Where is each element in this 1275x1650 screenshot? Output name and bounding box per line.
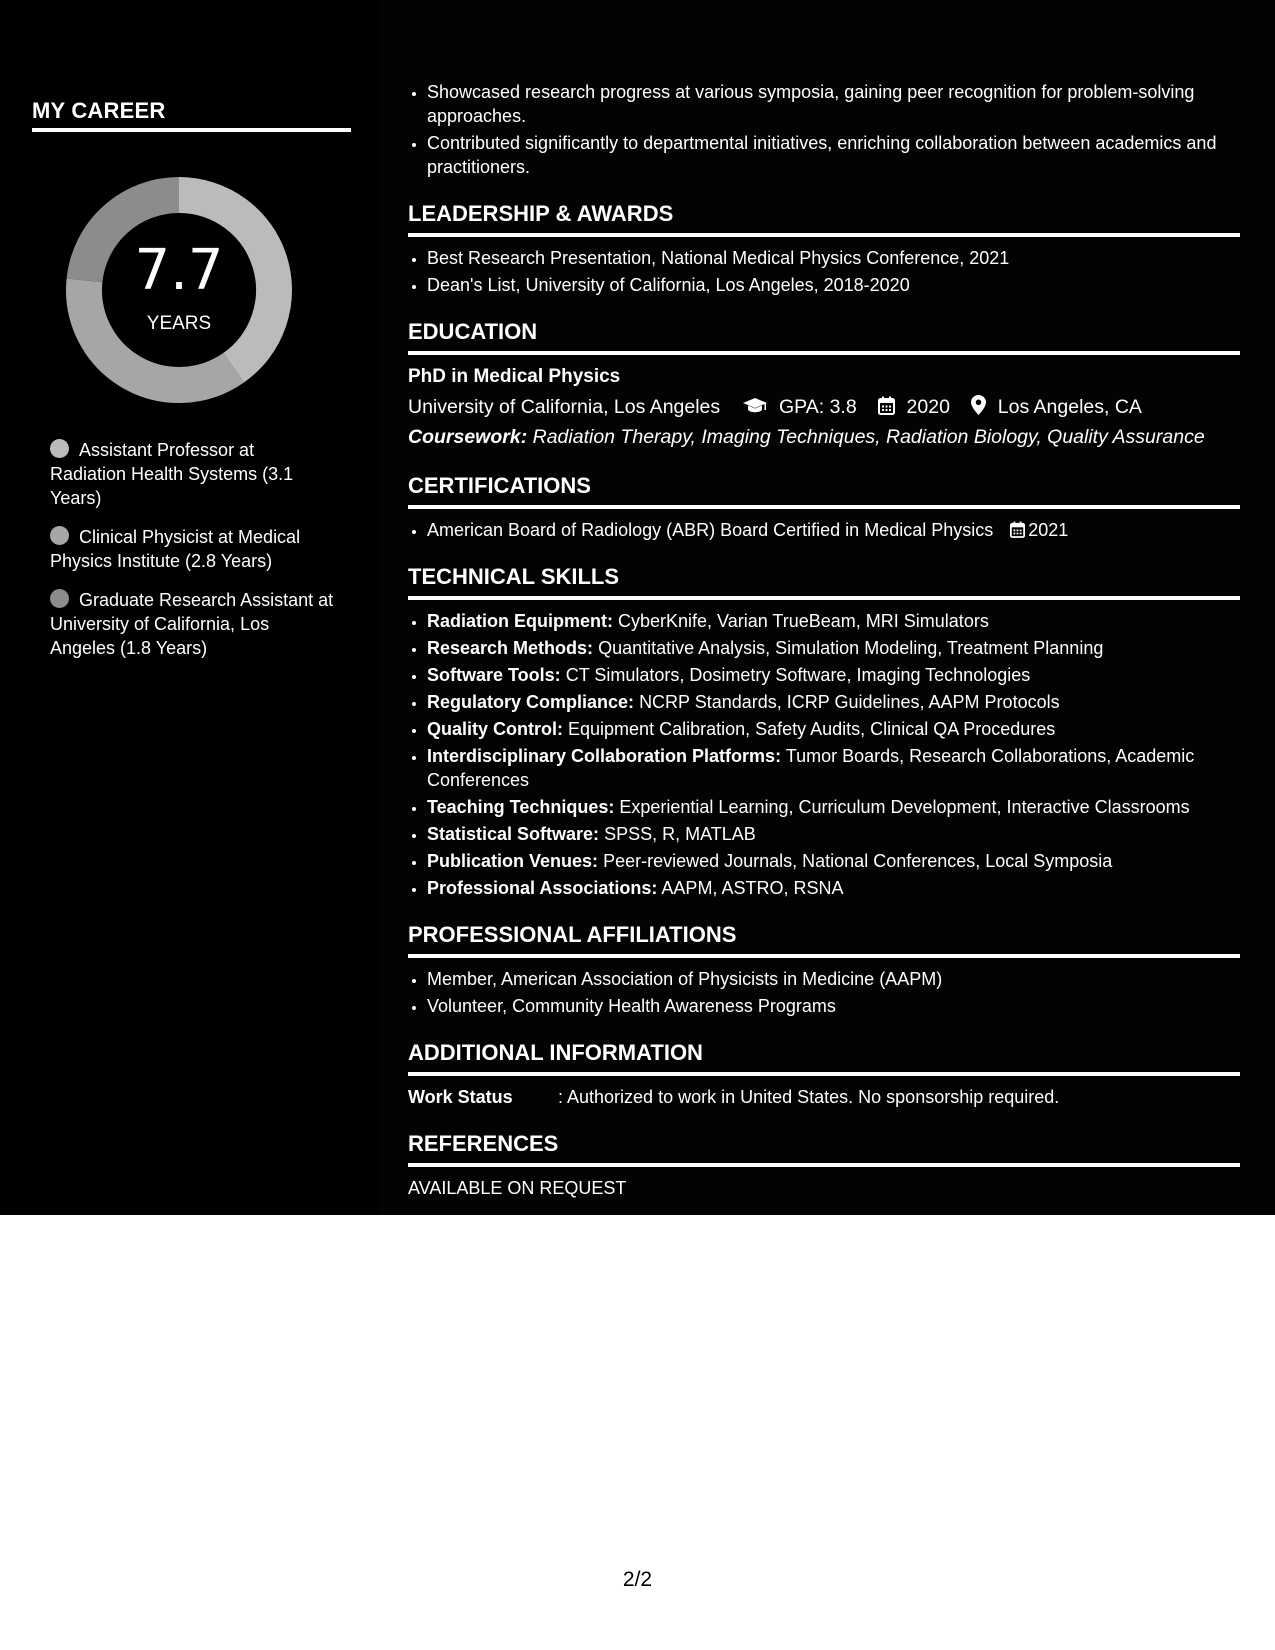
experience-bullets (408, 80, 1240, 179)
coursework-value: Radiation Therapy, Imaging Techniques, Radiation Biology, Quality Assurance (532, 426, 1205, 448)
education-degree: PhD in Medical Physics (408, 366, 621, 387)
skill-value: AAPM, ASTRO, RSNA (661, 878, 844, 898)
skill-label: Interdisciplinary Collaboration Platforms: (427, 746, 782, 766)
affiliation-item: • Member, American Association of Physicists in Medicine (AAPM) (427, 967, 1240, 991)
skill-label: Quality Control: (427, 719, 563, 739)
skill-value: NCRP Standards, ICRP Guidelines, AAPM Protocols (639, 692, 1060, 712)
certification-name: American Board of Radiology (ABR) Board Certified in Medical Physics (427, 520, 994, 540)
section-rule (408, 351, 1240, 355)
education-title: EDUCATION (408, 319, 538, 344)
skill-item (427, 744, 1240, 792)
career-item-text: Graduate Research Assistant at University of California, Los Angeles (1.8 Years) (50, 590, 334, 658)
career-list (50, 438, 335, 675)
skill-item (427, 609, 1240, 633)
education-location: Los Angeles, CA (997, 396, 1142, 418)
skill-item (427, 663, 1240, 687)
affiliations-title: PROFESSIONAL AFFILIATIONS (408, 922, 737, 947)
graduation-cap-icon (742, 397, 768, 415)
donut-center (64, 175, 294, 405)
skill-label: Regulatory Compliance: (427, 692, 635, 712)
skill-item (427, 636, 1240, 660)
section-rule (408, 596, 1240, 600)
calendar-icon (1010, 521, 1025, 538)
certification-item (427, 518, 1240, 542)
certifications-list (408, 518, 1240, 542)
coursework-label: Coursework: (408, 426, 528, 448)
work-status-value: : Authorized to work in United States. No sponsorship required. (558, 1087, 1060, 1107)
skill-value: CT Simulators, Dosimetry Software, Imaging Technologies (565, 665, 1031, 685)
skill-item (427, 822, 1240, 846)
career-item-text: Assistant Professor at Radiation Health Systems (3.1 Years) (50, 440, 294, 508)
education-gpa: GPA: 3.8 (779, 396, 857, 418)
references-text: AVAILABLE ON REQUEST (408, 1178, 627, 1198)
leadership-item: • Best Research Presentation, National Medical Physics Conference, 2021 (427, 246, 1240, 270)
affiliations-list (408, 967, 1240, 1018)
calendar-icon (878, 396, 895, 415)
skill-label: Research Methods: (427, 638, 594, 658)
skill-value: CyberKnife, Varian TrueBeam, MRI Simulators (618, 611, 989, 631)
page-number: 2/2 (622, 1568, 653, 1591)
skill-item (427, 795, 1240, 819)
section-rule (408, 233, 1240, 237)
career-title-rule (32, 128, 351, 132)
career-legend-dot (50, 439, 69, 458)
work-status-label: Work Status (408, 1087, 513, 1107)
education-details (408, 393, 1240, 421)
references-title: REFERENCES (408, 1131, 559, 1156)
education-coursework (408, 423, 1240, 451)
section-rule (408, 505, 1240, 509)
skill-label: Software Tools: (427, 665, 561, 685)
education-school: University of California, Los Angeles (408, 396, 721, 418)
additional-info-title: ADDITIONAL INFORMATION (408, 1040, 703, 1065)
skill-label: Radiation Equipment: (427, 611, 613, 631)
career-item-text: Clinical Physicist at Medical Physics Institute (2.8 Years) (50, 527, 301, 571)
certification-year: 2021 (1028, 520, 1069, 540)
leadership-list (408, 246, 1240, 297)
career-item (50, 588, 335, 660)
skill-value: Quantitative Analysis, Simulation Modeling, Treatment Planning (598, 638, 1104, 658)
total-years-label: YEARS (146, 313, 212, 334)
career-item (50, 525, 335, 573)
map-pin-icon (971, 395, 986, 415)
section-rule (408, 954, 1240, 958)
leadership-title: LEADERSHIP & AWARDS (408, 201, 674, 226)
skill-item (427, 876, 1240, 900)
skill-value: Equipment Calibration, Safety Audits, Clinical QA Procedures (568, 719, 1056, 739)
total-years-value: 7.7 (134, 238, 224, 303)
career-item (50, 438, 335, 510)
skill-label: Teaching Techniques: (427, 797, 615, 817)
experience-bullet: • Showcased research progress at various symposia, gaining peer recognition for problem-solving approaches. (427, 80, 1240, 128)
skill-label: Statistical Software: (427, 824, 600, 844)
leadership-item: • Dean's List, University of California, Los Angeles, 2018-2020 (427, 273, 1240, 297)
skill-value: Tumor Boards, Research Collaborations, Academic Conferences (427, 746, 1195, 790)
skill-item (427, 717, 1240, 741)
skill-value: Experiential Learning, Curriculum Development, Interactive Classrooms (619, 797, 1190, 817)
skill-label: Publication Venues: (427, 851, 599, 871)
skills-list (408, 609, 1240, 900)
skill-label: Professional Associations: (427, 878, 658, 898)
career-legend-dot (50, 526, 69, 545)
career-legend-dot (50, 589, 69, 608)
section-rule (408, 1163, 1240, 1167)
affiliation-item: • Volunteer, Community Health Awareness Programs (427, 994, 1240, 1018)
certification-date (1010, 520, 1068, 540)
skill-value: SPSS, R, MATLAB (604, 824, 756, 844)
skill-item (427, 690, 1240, 714)
career-title: MY CAREER (32, 98, 166, 123)
main-content (408, 80, 1240, 1200)
education-year: 2020 (906, 396, 950, 418)
skills-title: TECHNICAL SKILLS (408, 564, 620, 589)
work-status-row (408, 1085, 1240, 1109)
skill-value: Peer-reviewed Journals, National Conferences, Local Symposia (603, 851, 1113, 871)
experience-bullet: • Contributed significantly to departmental initiatives, enriching collaboration between academics and practitioners. (427, 131, 1240, 179)
section-rule (408, 1072, 1240, 1076)
certifications-title: CERTIFICATIONS (408, 473, 591, 498)
skill-item (427, 849, 1240, 873)
